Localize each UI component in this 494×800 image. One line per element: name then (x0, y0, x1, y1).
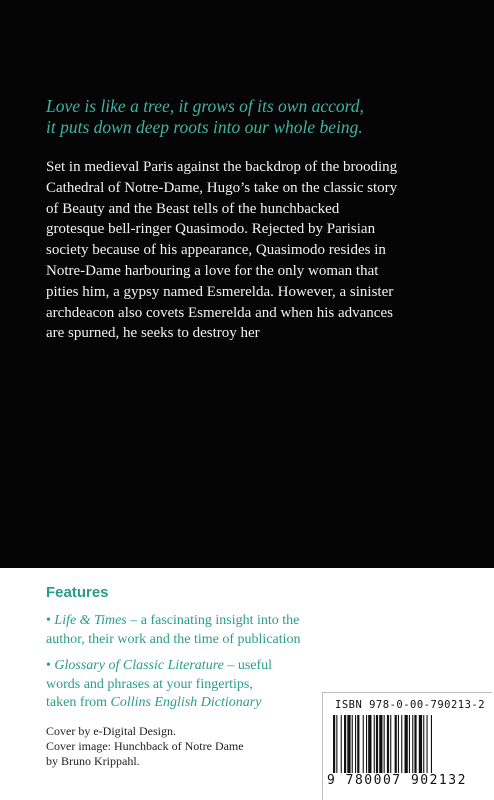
barcode-bar (374, 715, 375, 773)
blurb-line: grotesque bell-ringer Quasimodo. Rejected by Parisian (46, 221, 376, 238)
blurb-line: Set in medieval Paris against the backdrop of the brooding (46, 159, 398, 175)
barcode-bar (384, 715, 385, 773)
barcode-bar (395, 715, 397, 773)
barcode-bar (387, 715, 389, 773)
barcode-bar (376, 715, 378, 773)
barcode-bar (336, 715, 337, 773)
blurb-line: archdeacon also covets Esmerelda and when his advances (46, 304, 393, 321)
barcode-bar (398, 715, 399, 773)
barcode-bar (333, 715, 335, 773)
feature-item-glossary (46, 657, 346, 713)
blurb-line: society because of his appearance, Quasimodo resides in (46, 242, 386, 259)
barcode-bar (412, 715, 413, 773)
barcode-bar (341, 715, 342, 773)
blurb-line: are spurned, he seeks to destroy her (46, 325, 260, 342)
barcode-bar (405, 715, 408, 773)
credit-line: Cover by e-Digital Design. (46, 724, 176, 738)
barcode-bar (355, 715, 356, 773)
barcode-bar (409, 715, 410, 773)
credit-line: by Bruno Krippahl. (46, 754, 140, 768)
barcode-bars-icon (331, 715, 491, 773)
feature-desc-line: words and phrases at your fingertips, (46, 676, 253, 692)
feature-desc-line: author, their work and the time of publication (46, 631, 301, 647)
feature-name: Glossary of Classic Literature (54, 658, 224, 673)
barcode-bar (352, 715, 353, 773)
barcode-bar (379, 715, 382, 773)
cover-credits (46, 724, 296, 769)
dictionary-name: Collins English Dictionary (110, 695, 262, 710)
barcode-bar (347, 715, 350, 773)
barcode-bar (357, 715, 359, 773)
blurb-line: Notre-Dame harbouring a love for the only woman that (46, 262, 379, 279)
isbn-label: ISBN 978-0-00-790213-2 (335, 699, 486, 711)
barcode-bar (419, 715, 422, 773)
barcode-digits: 9 780007 902132 (327, 773, 467, 788)
blurb-line: of Beauty and the Beast tells of the hunchbacked (46, 200, 340, 217)
isbn-barcode (322, 692, 492, 800)
quote-line-1: Love is like a tree, it grows of its own accord, (46, 96, 364, 116)
feature-item-life-and-times (46, 612, 346, 649)
barcode-bar (390, 715, 391, 773)
epigraph-quote (46, 96, 476, 138)
synopsis-blurb (46, 157, 476, 344)
barcode-bar (366, 715, 367, 773)
barcode-bar (431, 715, 432, 773)
barcode-bar (414, 715, 416, 773)
feature-desc: – useful (223, 658, 273, 673)
barcode-bar (344, 715, 346, 773)
barcode-bar (363, 715, 364, 773)
bullet: • (46, 658, 51, 673)
features-heading: Features (46, 584, 109, 601)
blurb-line: Cathedral of Notre-Dame, Hugo’s take on the classic story (46, 179, 398, 196)
blurb-line: pities him, a gypsy named Esmerelda. However, a sinister (46, 283, 394, 300)
bullet: • (46, 613, 51, 628)
feature-desc: taken from (46, 695, 111, 710)
credit-line: Cover image: Hunchback of Notre Dame (46, 739, 244, 753)
feature-name: Life & Times (54, 613, 127, 628)
quote-line-2: it puts down deep roots into our whole being. (46, 117, 363, 137)
barcode-bar (368, 715, 371, 773)
barcode-bar (401, 715, 402, 773)
feature-desc: – a fascinating insight into the (126, 613, 300, 628)
barcode-bar (423, 715, 424, 773)
barcode-bar (427, 715, 428, 773)
